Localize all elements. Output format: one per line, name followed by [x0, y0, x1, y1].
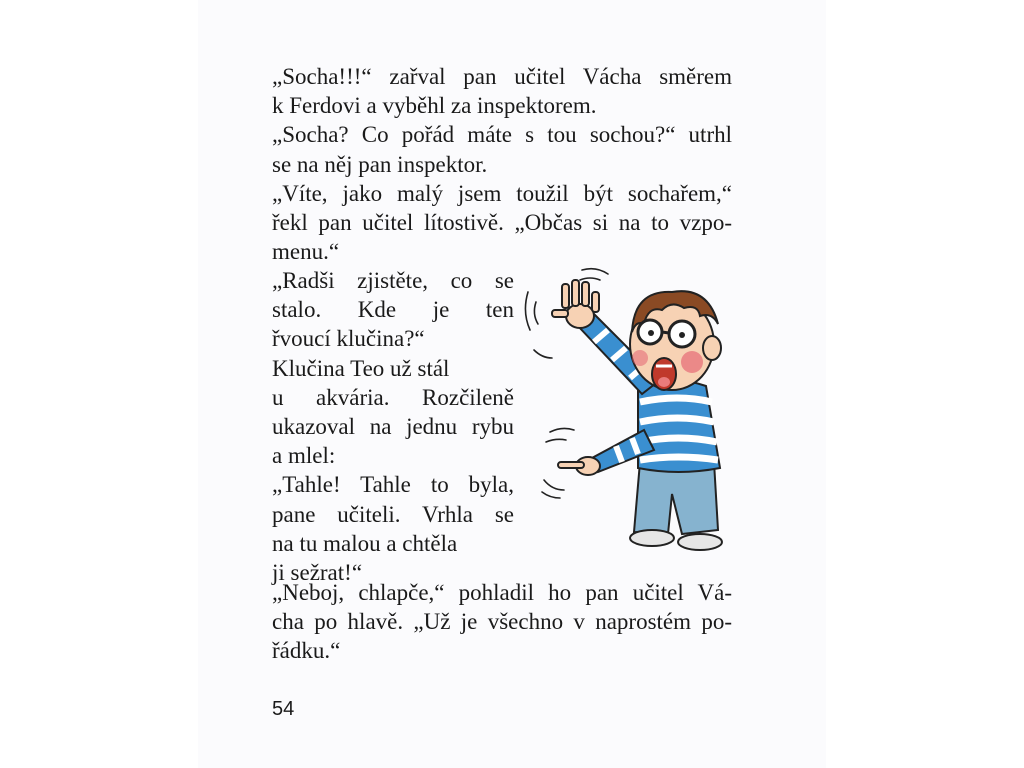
text-line: ji sežrat!“	[272, 560, 363, 586]
text-line: Klučina Teo už stál	[272, 355, 450, 381]
paragraph-top	[272, 62, 732, 266]
text-line: k Ferdovi a vyběhl za inspektorem.	[272, 93, 597, 119]
text-line: se na něj pan inspektor.	[272, 151, 488, 177]
left-shoe	[630, 530, 674, 546]
boy-illustration	[522, 262, 732, 562]
eye	[679, 332, 685, 338]
text-line: řvoucí klučina?“	[272, 326, 425, 352]
tongue	[658, 377, 670, 387]
eye	[648, 330, 654, 336]
text-line: řekl pan učitel lítostivě. „Občas si na to vzpo-	[272, 210, 732, 236]
page-number: 54	[272, 698, 295, 720]
text-line: na tu malou a chtěla	[272, 530, 458, 556]
pointing-hand	[558, 457, 600, 475]
text-line: „Tahle! Tahle to byla,	[272, 472, 514, 498]
text-line: „Víte, jako malý jsem toužil být sochařem,“	[272, 180, 732, 206]
text-line: „Neboj, chlapče,“ pohladil ho pan učitel Vá-	[272, 580, 732, 605]
text-line: a mlel:	[272, 443, 336, 469]
cheek	[632, 350, 648, 366]
text-line: „Socha!!!“ zařval pan učitel Vácha směrem	[272, 64, 732, 89]
text-line: cha po hlavě. „Už je všechno v naprostém po-	[272, 609, 732, 635]
raised-hand	[552, 280, 599, 328]
text-line: ukazoval na jednu rybu	[272, 414, 514, 440]
paragraph-wrapped	[272, 266, 514, 587]
ear	[703, 336, 721, 360]
text-line: menu.“	[272, 239, 340, 265]
text-line: stalo. Kde je ten	[272, 297, 514, 323]
cheek	[681, 351, 703, 373]
text-line: řádku.“	[272, 638, 341, 664]
right-shoe	[678, 534, 722, 550]
paragraph-bottom	[272, 578, 732, 666]
text-line: pane učiteli. Vrhla se	[272, 501, 514, 527]
text-line: „Socha? Co pořád máte s tou sochou?“ utrhl	[272, 122, 732, 148]
text-line: u akvária. Rozčileně	[272, 384, 514, 410]
text-line: „Radši zjistěte, co se	[272, 268, 514, 293]
